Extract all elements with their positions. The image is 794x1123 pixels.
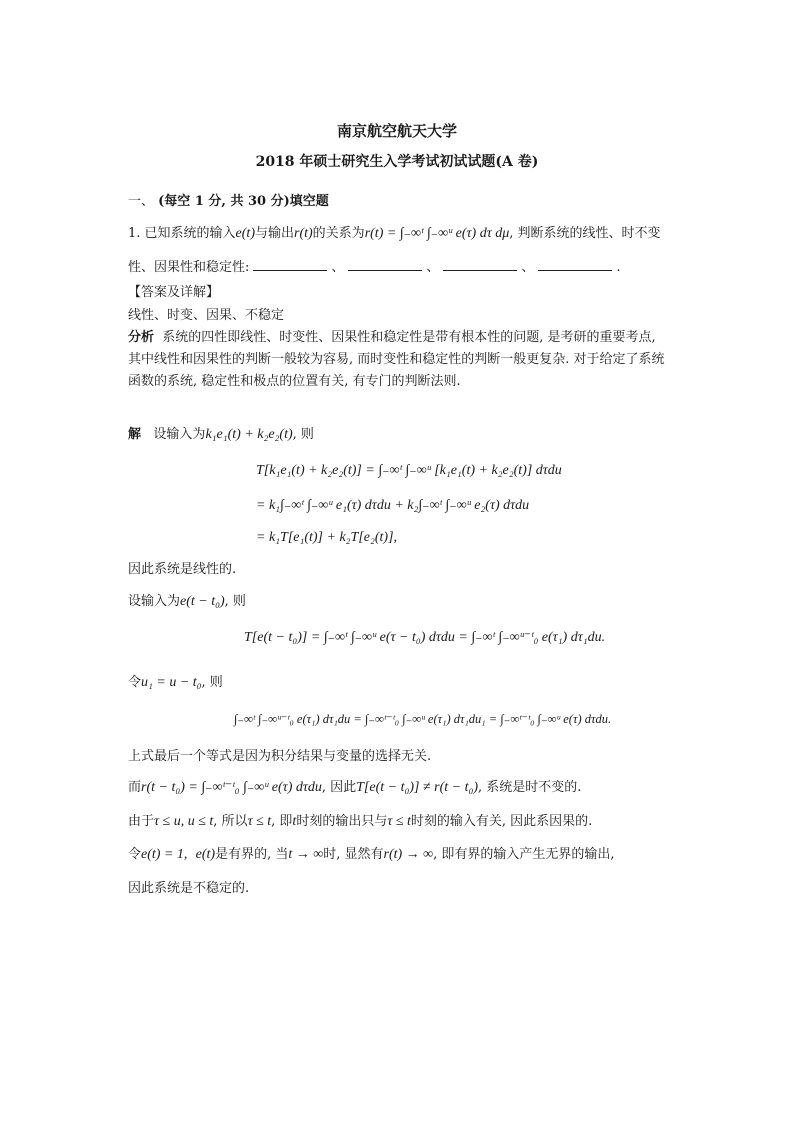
- linearity-equation-line-3: = k₁T[e₁(t)] + k₂T[e₂(t)],: [256, 530, 398, 545]
- time-variance-line: 而r(t − t₀) = ∫₋∞ᵗ⁻ᵗ₀ ∫₋∞ᵘ e(τ) dτdu, 因此T[e(t − t₀)] ≠ r(t − t₀), 系统是时不变的.: [128, 780, 582, 795]
- solution-label: 解: [128, 427, 142, 442]
- exam-title: 2018 年硕士研究生入学考试初试试题(A 卷): [255, 154, 539, 170]
- shift-intro: 设输入为e(t − t₀), 则: [128, 594, 246, 609]
- stability-conclusion: 因此系统是不稳定的.: [128, 881, 250, 896]
- analysis-text: 系统的四性即线性、时变性、因果性和稳定性是带有根本性的问题, 是考研的重要考点, 其中线性和因果性的判断一般较为容易, 而时变性和稳定性的判断一般更复杂. 对于给定了系统函数的系统, 稳定性和极点的位置有关, 有专门的判断法则.: [128, 330, 665, 389]
- stability-line: 令e(t) = 1, e(t)是有界的, 当t → ∞时, 显然有r(t) → ∞, 即有界的输入产生无界的输出,: [128, 847, 615, 862]
- system-relation: r(t) = ∫₋∞ᵗ ∫₋∞ᵘ e(τ) dτ dμ: [364, 226, 510, 241]
- section-number: 一、: [128, 194, 155, 209]
- question-1-line-2: 性、因果性和稳定性: 、 、 、 .: [128, 260, 621, 275]
- answer-blank-4[interactable]: [538, 258, 612, 271]
- solution-intro: 解 设输入为k₁e₁(t) + k₂e₂(t), 则: [128, 427, 314, 442]
- causality-line: 由于τ ≤ u, u ≤ t, 所以τ ≤ t, 即t时刻的输出只与τ ≤ t时刻的输入有关, 因此系因果的.: [128, 814, 593, 829]
- answer-text: 线性、时变、因果、不稳定: [128, 308, 285, 323]
- answer-blank-3[interactable]: [443, 258, 517, 271]
- answer-heading: 【答案及详解】: [128, 285, 220, 300]
- shift-equation: T[e(t − t₀)] = ∫₋∞ᵗ ∫₋∞ᵘ e(τ − t₀) dτdu = ∫₋∞ᵗ ∫₋∞ᵘ⁻ᵗ₀ e(τ₁) dτ₁du.: [244, 630, 606, 645]
- section-heading: [128, 190, 329, 209]
- input-symbol: e(t): [235, 226, 255, 241]
- linearity-conclusion: 因此系统是线性的.: [128, 562, 237, 577]
- variable-choice-note: 上式最后一个等式是因为积分结果与变量的选择无关.: [128, 749, 432, 764]
- substitution-equation: ∫₋∞ᵗ ∫₋∞ᵘ⁻ᵗ₀ e(τ₁) dτ₁du = ∫₋∞ᵗ⁻ᵗ₀ ∫₋∞ᵘ e(τ₁) dτ₁du₁ = ∫₋∞ᵗ⁻ᵗ₀ ∫₋∞ᵘ e(τ) dτdu.: [234, 712, 612, 726]
- output-symbol: r(t): [294, 226, 313, 241]
- question-1-line-1: 1. 已知系统的输入e(t)与输出r(t)的关系为r(t) = ∫₋∞ᵗ ∫₋∞ᵘ e(τ) dτ dμ, 判断系统的线性、时不变: [128, 226, 661, 241]
- analysis-paragraph: [128, 327, 666, 393]
- linearity-equation-line-1: T[k₁e₁(t) + k₂e₂(t)] = ∫₋∞ᵗ ∫₋∞ᵘ [k₁e₁(t) + k₂e₂(t)] dτdu: [256, 463, 562, 478]
- analysis-label: 分析: [128, 330, 155, 345]
- answer-blank-1[interactable]: [253, 258, 327, 271]
- substitution-line: 令u₁ = u − t₀, 则: [128, 675, 223, 690]
- section-title: (每空 1 分, 共 30 分)填空题: [158, 194, 329, 209]
- linearity-equation-line-2: = k₁∫₋∞ᵗ ∫₋∞ᵘ e₁(τ) dτdu + k₂∫₋∞ᵗ ∫₋∞ᵘ e₂(τ) dτdu: [256, 498, 530, 513]
- answer-blank-2[interactable]: [348, 258, 422, 271]
- university-title: 南京航空航天大学: [336, 122, 457, 140]
